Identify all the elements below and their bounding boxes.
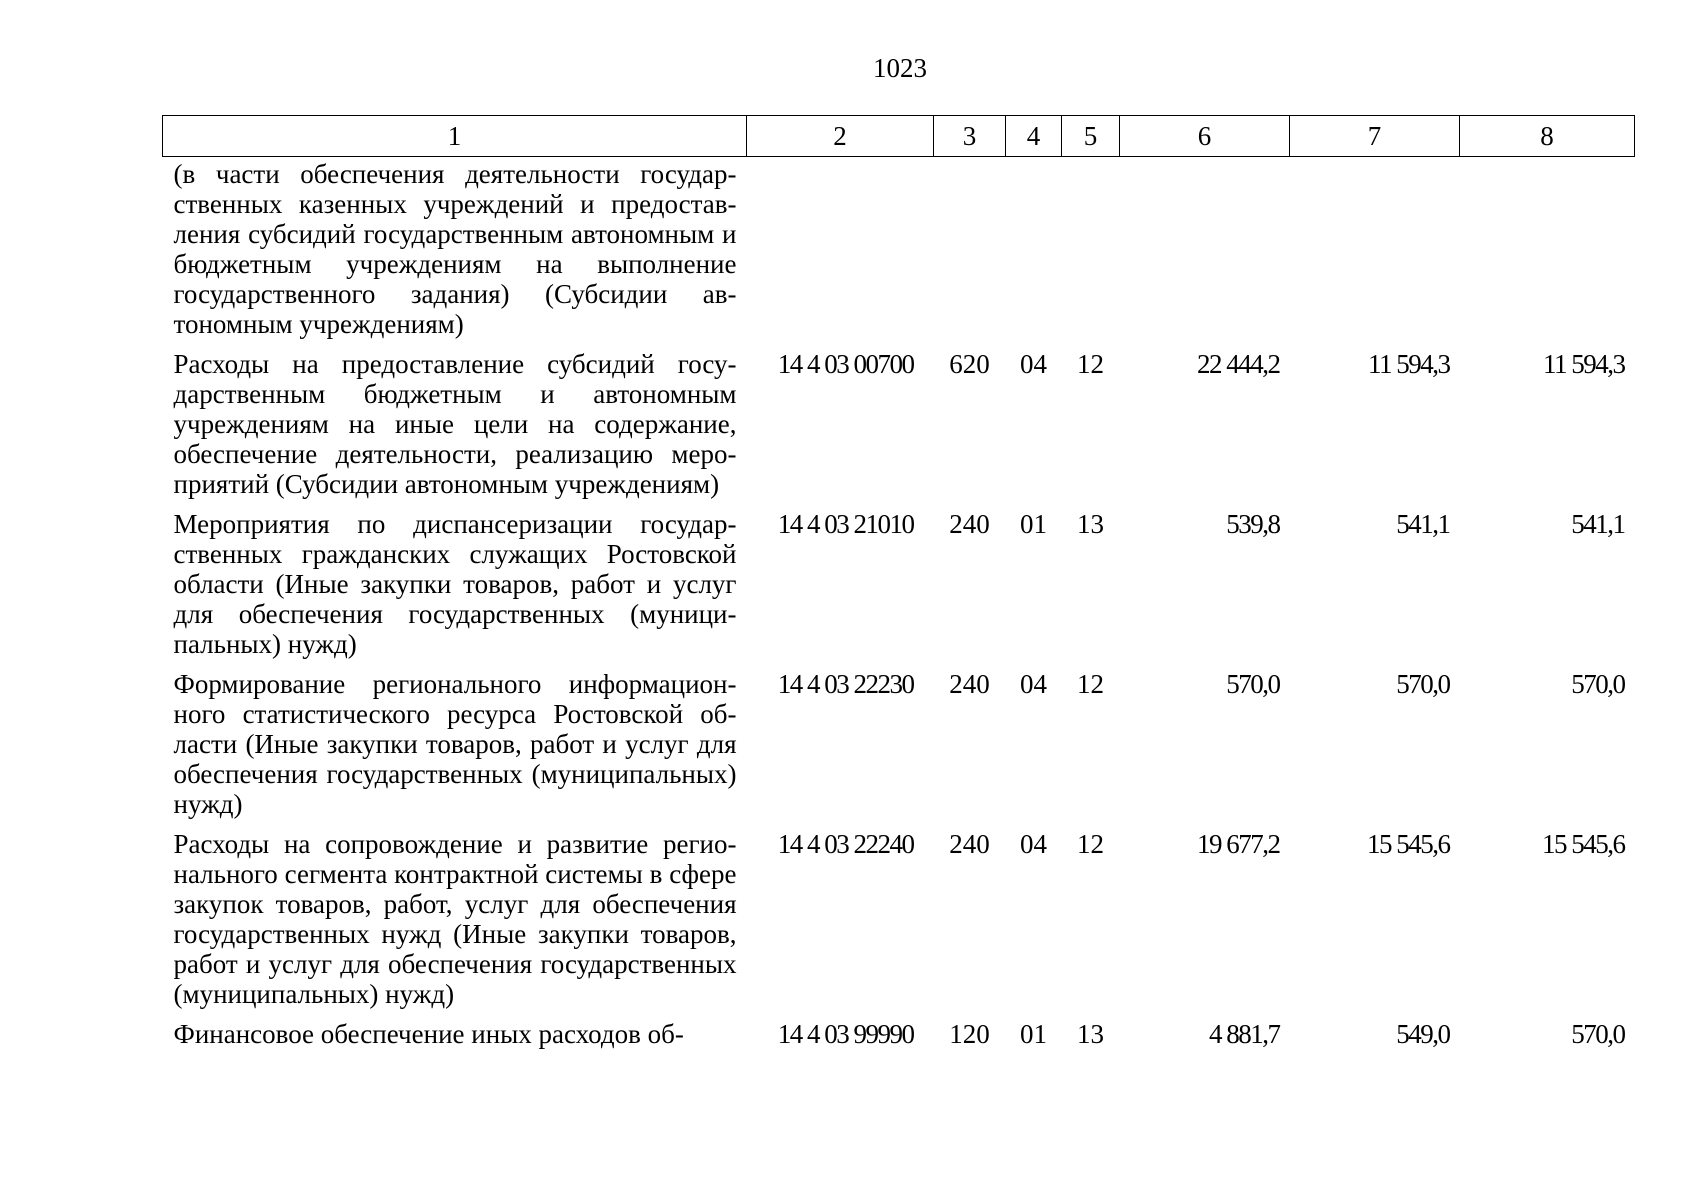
- row-expense-type: 120: [949, 1019, 990, 1049]
- row-subsection: 12: [1077, 669, 1104, 699]
- row-amount-col8: 541,1: [1571, 509, 1625, 539]
- row-subsection: 12: [1077, 829, 1104, 859]
- row-description: Расходы на сопровождение и развитие регионального сегмента контрактной системы в сфере закупок товаров, работ, услуг для обеспечения государственных нужд (Иные закупки товаров, работ и услуг для обеспечения государственных (муниципальных) нужд): [173, 829, 737, 1009]
- row-expense-type: 240: [949, 829, 990, 859]
- table-row: [163, 1017, 1635, 1057]
- row-amount-col6: 539,8: [1226, 509, 1280, 539]
- row-target-code: 14 4 03 22230: [777, 669, 914, 699]
- column-header-1: 1: [163, 116, 747, 157]
- row-amount-col7: 11 594,3: [1368, 349, 1450, 379]
- row-section: 01: [1020, 509, 1047, 539]
- column-header-7: 7: [1290, 116, 1460, 157]
- column-number-header-row: [163, 116, 1635, 157]
- row-amount-col6: [1120, 157, 1290, 348]
- row-amount-col8: 570,0: [1571, 1019, 1625, 1049]
- row-target-code: [747, 157, 934, 348]
- row-target-code: 14 4 03 21010: [777, 509, 914, 539]
- row-amount-col8: [1460, 157, 1635, 348]
- column-header-6: 6: [1120, 116, 1290, 157]
- row-expense-type: 240: [949, 509, 990, 539]
- row-target-code: 14 4 03 00700: [777, 349, 914, 379]
- row-expense-type: 620: [949, 349, 990, 379]
- row-amount-col7: 15 545,6: [1367, 829, 1450, 859]
- row-amount-col8: 15 545,6: [1542, 829, 1625, 859]
- budget-table: [162, 115, 1635, 1057]
- row-subsection: 13: [1077, 509, 1104, 539]
- row-subsection: [1062, 157, 1120, 348]
- row-amount-col7: [1290, 157, 1460, 348]
- column-header-8: 8: [1460, 116, 1635, 157]
- row-expense-type: [934, 157, 1006, 348]
- row-expense-type: 240: [949, 669, 990, 699]
- row-subsection: 13: [1077, 1019, 1104, 1049]
- row-subsection: 12: [1077, 349, 1104, 379]
- row-amount-col7: 541,1: [1396, 509, 1450, 539]
- row-section: 04: [1020, 349, 1047, 379]
- row-section: 01: [1020, 1019, 1047, 1049]
- table-row: [163, 667, 1635, 827]
- row-target-code: 14 4 03 22240: [777, 829, 914, 859]
- row-amount-col7: 570,0: [1396, 669, 1450, 699]
- column-header-3: 3: [934, 116, 1006, 157]
- column-header-5: 5: [1062, 116, 1120, 157]
- row-amount-col6: 570,0: [1226, 669, 1280, 699]
- row-amount-col6: 4 881,7: [1209, 1019, 1280, 1049]
- row-target-code: 14 4 03 99990: [777, 1019, 914, 1049]
- table-row: [163, 157, 1635, 348]
- row-description: Финансовое обеспечение иных расходов об-: [173, 1019, 684, 1049]
- row-amount-col8: 570,0: [1571, 669, 1625, 699]
- table-row: [163, 507, 1635, 667]
- row-section: [1006, 157, 1062, 348]
- row-description: Расходы на предоставление субсидий государственным бюджетным и автономным учреждениям на иные цели на содержание, обеспечение деятельности, реализацию мероприятий (Субсидии автономным учреждениям): [173, 349, 737, 499]
- row-amount-col8: 11 594,3: [1543, 349, 1625, 379]
- row-section: 04: [1020, 669, 1047, 699]
- table-row: [163, 347, 1635, 507]
- row-description: Мероприятия по диспансеризации государственных гражданских служащих Ростовской области (Иные закупки товаров, работ и услуг для обеспечения государственных (муниципальных) нужд): [173, 509, 737, 659]
- row-description: Формирование регионального информационного статистического ресурса Ростовской области (Иные закупки товаров, работ и услуг для обеспечения государственных (муниципальных) нужд): [173, 669, 737, 819]
- row-amount-col6: 19 677,2: [1197, 829, 1280, 859]
- column-header-4: 4: [1006, 116, 1062, 157]
- column-header-2: 2: [747, 116, 934, 157]
- page-number: 1023: [873, 53, 927, 83]
- row-amount-col6: 22 444,2: [1197, 349, 1280, 379]
- table-row: [163, 827, 1635, 1017]
- row-amount-col7: 549,0: [1396, 1019, 1450, 1049]
- row-section: 04: [1020, 829, 1047, 859]
- row-description: (в части обеспечения деятельности государственных казенных учреждений и предоставления субсидий государственным автономным и бюджетным учреждениям на выполнение государственного задания) (Субсидии автономным учреждениям): [173, 159, 737, 339]
